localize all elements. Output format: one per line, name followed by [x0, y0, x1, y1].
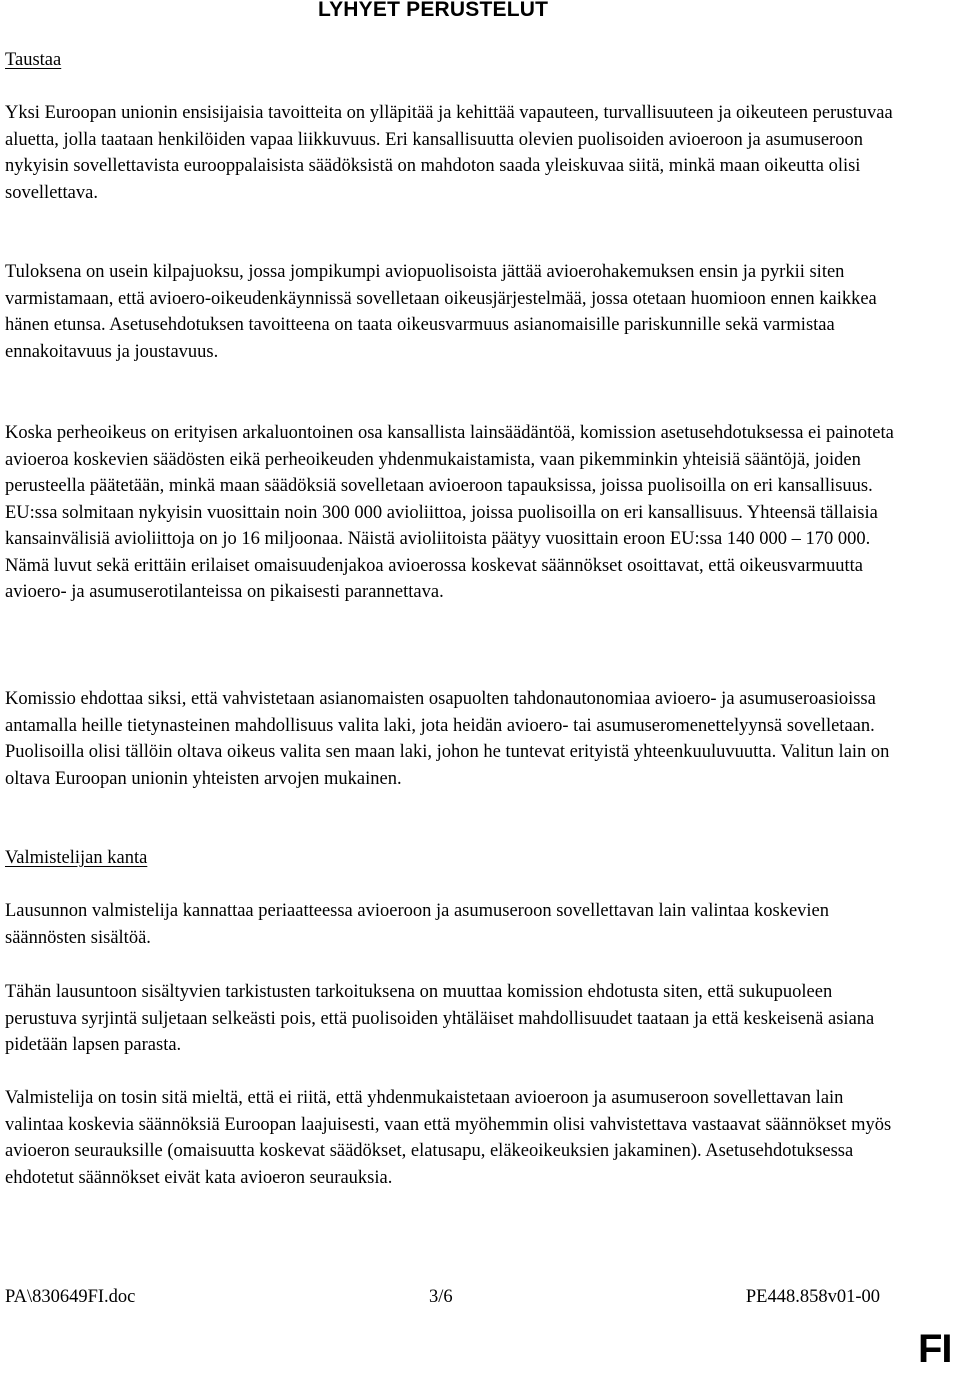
- paragraph-position-3: Valmistelija on tosin sitä mieltä, että ei riitä, että yhdenmukaistetaan avioeroon ja asumuseroon sovellettavan lain valintaa koskevia säännöksiä Euroopan laajuisesti, vaan että myöhemmin olisi vahvistettava vastaavat säännökset myös avioeron seurauksille (omaisuutta koskevat säädökset, elatusapu, eläkeoikeuksien jakaminen). Asetusehdotuksessa ehdotetut säännökset eivät kata avioeron seurauksia.: [5, 1088, 892, 1188]
- paragraph-position-1: Lausunnon valmistelija kannattaa periaatteessa avioeroon ja asumuseroon sovellettavan lain valintaa koskevien säännösten sisältöä.: [5, 901, 829, 948]
- paragraph-position-2: Tähän lausuntoon sisältyvien tarkistusten tarkoituksena on muuttaa komission ehdotusta siten, että sukupuoleen perustuva syrjintä suljetaan selkeästi pois, että puolisoiden yhtäläiset mahdollisuudet taataan ja että keskeisenä asiana pidetään lapsen parasta.: [5, 982, 875, 1055]
- paragraph-background-2: Tuloksena on usein kilpajuoksu, jossa jompikumpi aviopuolisoista jättää avioerohakemuksen ensin ja pyrkii siten varmistamaan, että avioero-oikeudenkäynnissä sovelletaan oikeusjärjestelmää, jossa otetaan huomioon ennen kaikkea hänen etunsa. Asetusehdotuksen tavoitteena on taata oikeusvarmuus asianomaisille pariskunnille sekä varmistaa ennakoitavuus ja joustavuus.: [5, 262, 877, 362]
- section-heading-background: Taustaa: [5, 50, 62, 70]
- language-code: FI: [918, 1327, 952, 1371]
- section-heading-rapporteur-position: Valmistelijan kanta: [5, 848, 148, 868]
- paragraph-background-3: Koska perheoikeus on erityisen arkaluontoinen osa kansallista lainsäädäntöä, komission asetusehdotuksessa ei painoteta avioeroa koskevien säädösten eikä perheoikeuden yhdenmukaistamista, vaan pikemminkin yhteisiä sääntöjä, joiden perusteella päätetään, minkä maan säädöksiä sovelletaan avioeroon tapauksissa, joissa puolisoilla on eri kansallisuus. EU:ssa solmitaan nykyisin vuosittain noin 300 000 avioliittoa, joissa puolisoilla on eri kansallisuus. Yhteensä tällaisia kansainvälisiä avioliittoja on jo 16 miljoonaa. Näistä avioliitoista päätyy vuosittain eroon EU:ssa 140 000 – 170 000. Nämä luvut sekä erittäin erilaiset omaisuudenjakoa avioerossa koskevat säännökset osoittavat, että oikeusvarmuutta avioero- ja asumuserotilanteissa on pikaisesti parannettava.: [5, 423, 894, 602]
- footer-pe-reference: PE448.858v01-00: [745, 1287, 880, 1307]
- footer-page-number: 3/6: [429, 1287, 453, 1307]
- document-heading: LYHYET PERUSTELUT: [318, 0, 549, 21]
- footer-document-reference: PA\830649FI.doc: [5, 1287, 136, 1307]
- page-footer: [5, 1284, 880, 1310]
- paragraph-background-4: Komissio ehdottaa siksi, että vahvistetaan asianomaisten osapuolten tahdonautonomiaa avioero- ja asumuseroasioissa antamalla heille tietynasteinen mahdollisuus valita laki, jota heidän avioero- tai asumuseromenettelyynsä sovelletaan. Puolisoilla olisi tällöin oltava oikeus valita sen maan laki, johon he tuntevat erityistä yhteenkuuluvuutta. Valitun lain on oltava Euroopan unionin yhteisten arvojen mukainen.: [5, 689, 890, 789]
- paragraph-background-1: Yksi Euroopan unionin ensisijaisia tavoitteita on ylläpitää ja kehittää vapauteen, turvallisuuteen ja oikeuteen perustuvaa aluetta, jolla taataan henkilöiden vapaa liikkuvuus. Eri kansallisuutta olevien puolisoiden avioeroon ja asumuseroon nykyisin sovellettavista eurooppalaisista säädöksistä on mahdoton saada yleiskuvaa siitä, minkä maan oikeutta olisi sovellettava.: [5, 103, 893, 203]
